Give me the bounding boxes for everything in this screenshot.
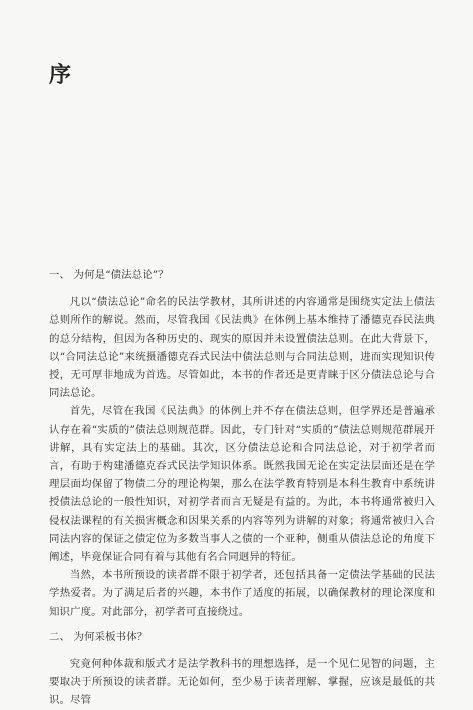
paragraph: 当然，本书所预设的读者群不限于初学者，还包括具备一定债法学基础的民法学热爱者。为了满足后者的兴趣，本书作了适度的拓展，以确保教材的理论深度和知识广度。对此部分，初学者可直接绕过。 bbox=[49, 569, 435, 618]
section-heading-1: 一、 为何是“债法总论”？ bbox=[49, 269, 169, 281]
chapter-title: 序 bbox=[49, 62, 73, 88]
paragraph: 凡以“债法总论”命名的民法学教材，其所讲述的内容通常是围绕实定法上债法总则所作的解说。然而，尽管我国《民法典》在体例上基本维持了潘德克吞民法典的总分结构，但因为各种历史的、现实的原因并未设置债法总则。在此大背景下，以“合同法总论”来统摄潘德克吞式民法中债法总则与合同法总则，进而实现知识传授，无可厚非地成为首选。尽管如此，本书的作者还是更青睐于区分债法总论与合同法总论。 bbox=[49, 296, 435, 400]
section-heading-2: 二、 为何采板书体？ bbox=[49, 630, 148, 643]
paragraph: 首先，尽管在我国《民法典》的体例上并不存在债法总则，但学界还是普遍承认存在着“实质的”债法总则规范群。因此，专门针对“实质的”债法总则规范群展开讲解，具有实定法上的基础。其次，区分债法总论和合同法总论，对于初学者而言，有助于构建潘德克吞式民法学知识体系。既然我国无论在实定法层面还是在学理层面均保留了物债二分的理论构架，那么在法学教育特别是本科生教育中系统讲授债法总论的一般性知识，对初学者而言无疑是有益的。为此，本书将通常被归入侵权法课程的有关损害概念和因果关系的内容等列为讲解的对象；将通常被归入合同法内容的保证之债定位为多数当事人之债的一个亚种，侧重从债法总论的角度下阐述，毕竟保证合同有着与其他有名合同迥异的特征。 bbox=[49, 405, 435, 564]
body-text bbox=[49, 266, 435, 710]
paragraph: 究竟何种体裁和版式才是法学教科书的理想选择，是一个见仁见智的问题，主要取决于所预设的读者群。无论如何，至少易于读者理解、掌握，应该是最低的共识。尽管 bbox=[49, 658, 435, 707]
